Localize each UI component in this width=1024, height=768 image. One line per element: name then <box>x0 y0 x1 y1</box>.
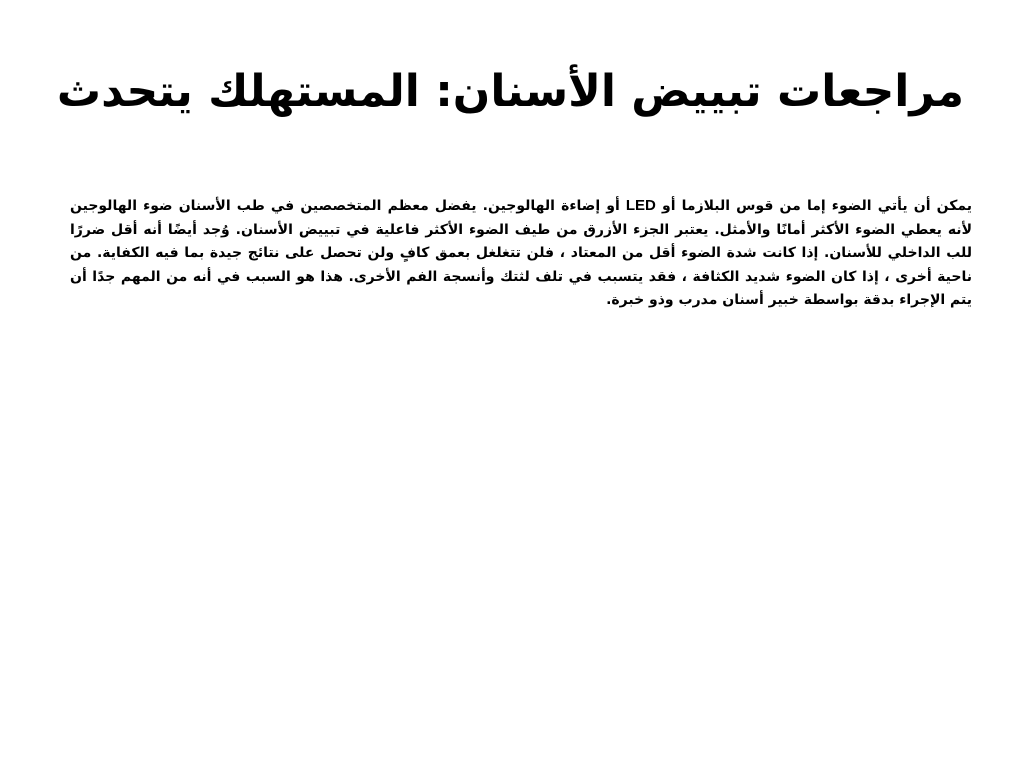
body-text-led: LED <box>625 197 656 214</box>
slide-title: مراجعات تبييض الأسنان: المستهلك يتحدث <box>56 66 964 117</box>
body-text-after-led: أو إضاءة الهالوجين. يفضل معظم المتخصصين في طب الأسنان ضوء الهالوجين لأنه يعطي الضوء الأكثر أمانًا والأمثل. يعتبر الجزء الأزرق من طيف الضوء الأكثر فاعلية في تبييض الأسنان. وُجد أيضًا أنه أقل ضررًا للب الداخلي للأسنان. إذا كانت شدة الضوء أقل من المعتاد ، فلن تتغلغل بعمق كافٍ ولن تحصل على نتائج جيدة بما فيه الكفاية. من ناحية أخرى ، إذا كان الضوء شديد الكثافة ، فقد يتسبب في تلف لثتك وأنسجة الفم الأخرى. هذا هو السبب في أنه من المهم جدًا أن يتم الإجراء بدقة بواسطة خبير أسنان مدرب وذو خبرة. <box>70 198 972 308</box>
body-text-before-led: يمكن أن يأتي الضوء إما من قوس البلازما أو <box>662 198 973 214</box>
slide-body-paragraph <box>70 194 972 313</box>
